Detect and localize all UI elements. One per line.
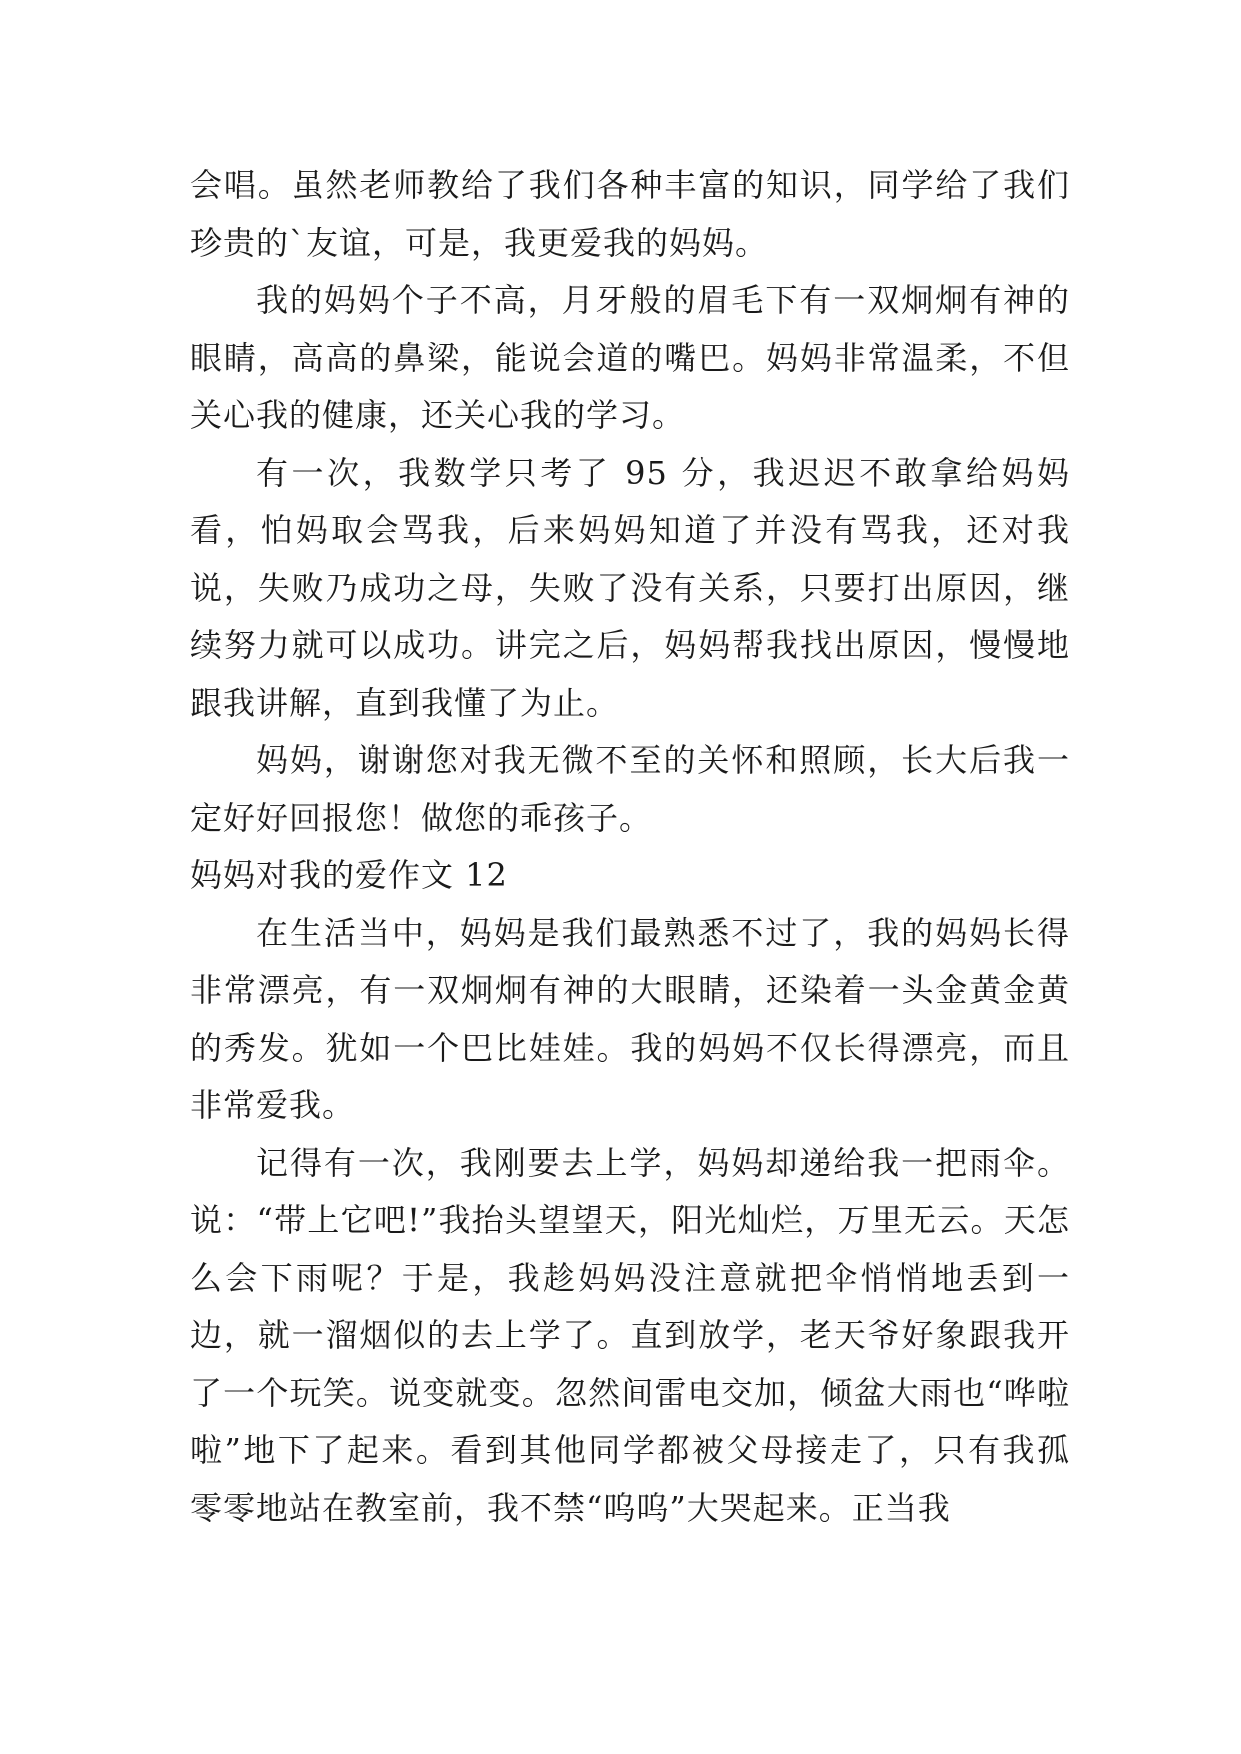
section-heading: 妈妈对我的爱作文 12 [190, 856, 508, 894]
paragraph-2: 我的妈妈个子不高，月牙般的眉毛下有一双炯炯有神的眼睛，高高的鼻梁，能说会道的嘴巴。妈妈非常温柔，不但关心我的健康，还关心我的学习。 [190, 281, 1070, 434]
document-body [190, 157, 1070, 1537]
paragraph-3: 有一次，我数学只考了 95 分，我迟迟不敢拿给妈妈看，怕妈取会骂我，后来妈妈知道了并没有骂我，还对我说，失败乃成功之母，失败了没有关系，只要打出原因，继续努力就可以成功。讲完之后，妈妈帮我找出原因，慢慢地跟我讲解，直到我懂了为止。 [190, 453, 1070, 722]
paragraph-1: 会唱。虽然老师教给了我们各种丰富的知识，同学给了我们珍贵的`友谊，可是，我更爱我的妈妈。 [190, 166, 1070, 262]
paragraph-6: 记得有一次，我刚要去上学，妈妈却递给我一把雨伞。说：“带上它吧!”我抬头望望天，阳光灿烂，万里无云。天怎么会下雨呢？于是，我趁妈妈没注意就把伞悄悄地丢到一边，就一溜烟似的去上学了。直到放学，老天爷好象跟我开了一个玩笑。说变就变。忽然间雷电交加，倾盆大雨也“哗啦啦”地下了起来。看到其他同学都被父母接走了，只有我孤 零零地站在教室前，我不禁“呜呜”大哭起来。正当我 [190, 1143, 1070, 1527]
paragraph-5: 在生活当中，妈妈是我们最熟悉不过了，我的妈妈长得非常漂亮，有一双炯炯有神的大眼睛，还染着一头金黄金黄的秀发。犹如一个巴比娃娃。我的妈妈不仅长得漂亮，而且非常爱我。 [190, 913, 1070, 1124]
paragraph-4: 妈妈，谢谢您对我无微不至的关怀和照顾，长大后我一定好好回报您！做您的乖孩子。 [190, 741, 1070, 837]
